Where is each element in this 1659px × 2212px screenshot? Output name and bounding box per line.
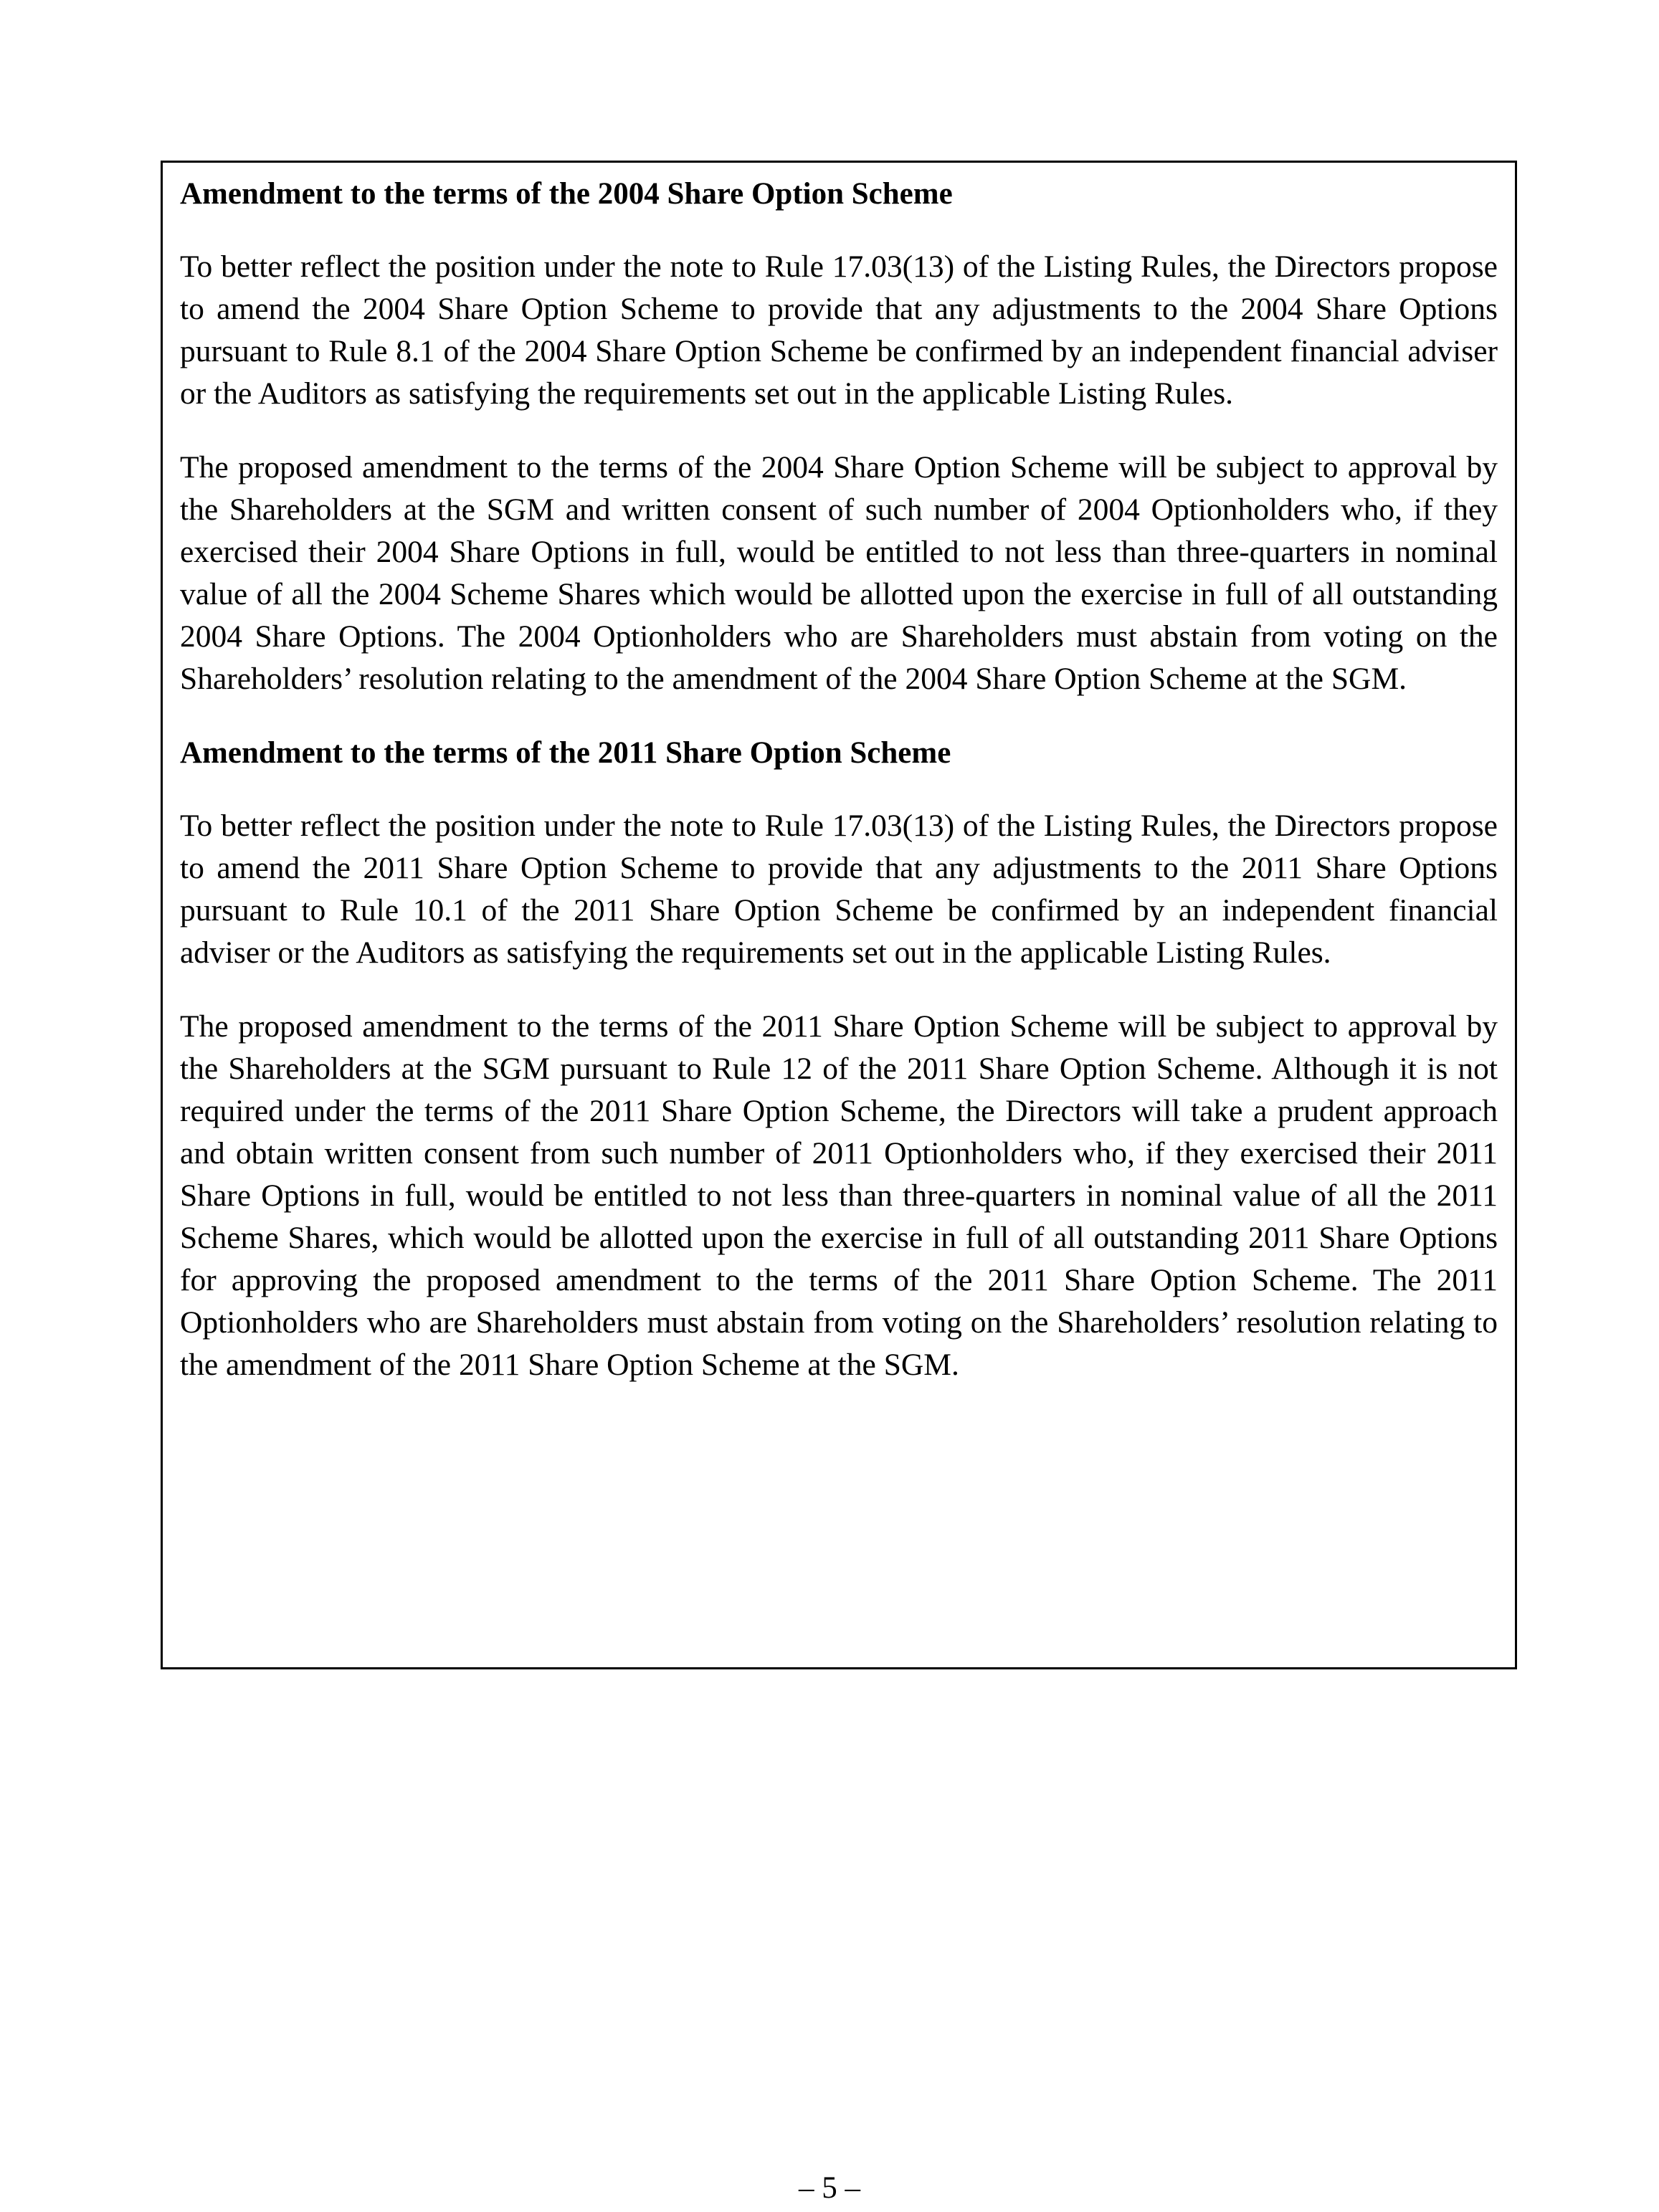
section-heading-2004-scheme: Amendment to the terms of the 2004 Share Option Scheme [180,177,953,211]
paragraph-2004-adjustments: To better reflect the position under the note to Rule 17.03(13) of the Listing Rules, the Directors propose to amend the 2004 Share Option Scheme to provide that any adjustments to the 2004 Share Options pursuant to Rule 8.1 of the 2004 Share Option Scheme be confirmed by an independent financial adviser or the Auditors as satisfying the requirements set out in the applicable Listing Rules. [180,249,1498,411]
section-heading-2011-scheme: Amendment to the terms of the 2011 Share Option Scheme [180,736,951,770]
page-number: – 5 – [799,2171,860,2205]
paragraph-2011-approval: The proposed amendment to the terms of the 2011 Share Option Scheme will be subject to approval by the Shareholders at the SGM pursuant to Rule 12 of the 2011 Share Option Scheme. Although it is not required under the terms of the 2011 Share Option Scheme, the Directors will take a prudent approach and obtain written consent from such number of 2011 Optionholders who, if they exercised their 2011 Share Options in full, would be entitled to not less than three-quarters in nominal value of all the 2011 Scheme Shares, which would be allotted upon the exercise in full of all outstanding 2011 Share Options for approving the proposed amendment to the terms of the 2011 Share Option Scheme. The 2011 Optionholders who are Shareholders must abstain from voting on the Shareholders’ resolution relating to the amendment of the 2011 Share Option Scheme at the SGM. [180,1009,1498,1382]
paragraph-2011-adjustments: To better reflect the position under the note to Rule 17.03(13) of the Listing Rules, the Directors propose to amend the 2011 Share Option Scheme to provide that any adjustments to the 2011 Share Options pursuant to Rule 10.1 of the 2011 Share Option Scheme be confirmed by an independent financial adviser or the Auditors as satisfying the requirements set out in the applicable Listing Rules. [180,809,1498,970]
amendments-box [161,161,1517,1669]
paragraph-2004-approval: The proposed amendment to the terms of the 2004 Share Option Scheme will be subject to approval by the Shareholders at the SGM and written consent of such number of 2004 Optionholders who, if they exercised their 2004 Share Options in full, would be entitled to not less than three-quarters in nominal value of all the 2004 Scheme Shares which would be allotted upon the exercise in full of all outstanding 2004 Share Options. The 2004 Optionholders who are Shareholders must abstain from voting on the Shareholders’ resolution relating to the amendment of the 2004 Share Option Scheme at the SGM. [180,450,1498,696]
